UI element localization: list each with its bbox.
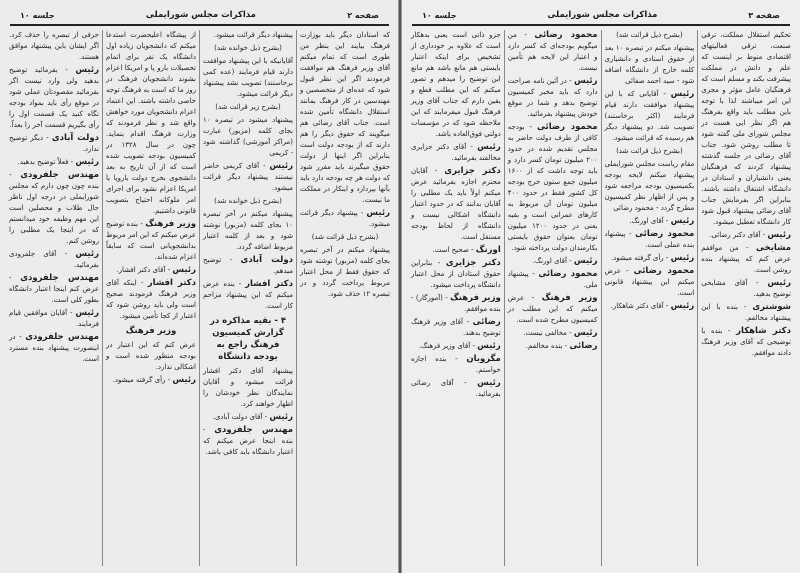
header-rule [412,24,790,26]
speech-text: حرفی از تبصره را حذف کرد. اگر ایشان باین پیشنهاد موافق هستند. [9,31,99,61]
speech-text: آقای مشایخی توضیح بدهید. [701,279,791,298]
paragraph: مهندس جلفرودی - عرض کنم اینجا اعتبار دانشگاه بطور کلی است. [9,273,99,304]
page-header [408,8,794,22]
speaker-name: مهندس جلفرودی [214,425,293,435]
paragraph: محمود رضائی - پیشنهاد بنده عملی است. [604,229,695,249]
speech-text: رأی گرفته میشود. [610,254,664,262]
speech-text: آقای جلفرودی بفرمائید. [9,250,99,269]
paragraph: وزیر فرهنگ - عرض میکنم که این مطلب در کمیسیون مطرح شده است. [507,293,598,324]
paragraph: دکتر جزایری - بنابراین حقوق استادان از محل اعتبار دانشگاه پرداخت میشود. [411,258,501,289]
paragraph: اورنگ - صحیح است. [432,245,501,255]
procedural-note: (بشرح ذیل قرائت شد) [311,233,379,241]
text-column [296,30,393,566]
speech-text: آقایانی که با این پیشنهاد موافقت دارند قیام فرمایند (اکثر برخاستند) تصویب شد. دو پیشنهاد دیگر هم رسیده که قرائت میشود. [604,90,695,142]
speaker-name: رئیس [477,341,501,351]
speech-text: پیشنهاد ملی. [507,270,598,289]
paragraph [605,43,695,87]
speaker-name: رضائی [569,341,598,351]
speech-text: پیشنهاد میکنم در تبصره ۱۰ بعد از حقوق استادی و دانشیاری کلمه خارج از دانشگاه اضافه شود - سید احمد صفائی [604,44,695,85]
speaker-name: رئیس [767,278,791,288]
speaker-name: رئیس [75,308,99,318]
speech-text: آقای دکتر شاهکار. [610,302,664,310]
text-column [504,30,601,566]
speech-text: آقایانیکه با این پیشنهاد موافقت دارند قیام فرمایند (عده کمی برخاستند) تصویب نشد پیشنهاد دیگر قرائت میشود. [203,57,293,98]
speech-text: اینکه آقای وزیر فرهنگ فرمودند صحیح است ولی باید روشن شود که اعتبار از کجا تأمین میشود. [106,279,196,320]
speaker-name: رئیس [269,161,293,171]
speaker-name: رئیس [172,375,196,385]
paragraph: مهندس جلفرودی - بنده اینجا عرض میکنم که اعتبار دانشگاه باید کافی باشد. [203,425,293,456]
speaker-name: رئیس [269,412,293,422]
header-rule [10,24,389,26]
speaker-name: مهندس جلفرودی [20,170,99,180]
columns [6,30,393,566]
speech-text: آقای دکتر جزایری مخالفند بفرمائید. [411,143,501,162]
speech-text: من موافقم عرض کنم که پیشنهاد بنده روشن است. [701,244,791,274]
speaker-name: رئیس [670,253,695,263]
speech-text: پیشنهاد میشود در تبصره ۱۰ بجای کلمه (مزبور) عبارت (مراکز آموزشی) گذاشته شود - کریمی [203,116,293,157]
paragraph: رئیس - آقای اورنگ. [532,256,598,266]
paragraph [203,102,293,113]
speaker-name: وزیر فرهنگ [450,293,501,303]
columns [408,30,794,566]
paragraph [106,340,196,373]
paragraph [203,315,293,363]
paragraph: محمود رضائی - پیشنهاد ملی. [507,269,598,289]
paragraph: رئیس - آقایانی که با این پیشنهاد موافقت دارند قیام فرمایند (اکثر برخاستند) تصویب شد. دو پیشنهاد دیگر هم رسیده که قرائت میشود. [604,89,695,142]
speech-text: پیشنهاد میکنم در آخر تبصره ۱۰ بجای کلمه (مزبور) نوشته شود و بعد از کلمه اعتبار مربوط اضافه گردد. [203,210,293,251]
speaker-name: رئیس [573,76,598,86]
paragraph: دولت آبادی - توضیح میدهم. [203,255,293,275]
paragraph: دکتر شاهکار - بنده با توضیحی که آقای وزیر فرهنگ دادند موافقم. [701,326,791,357]
speaker-name: وزیر فرهنگ [541,293,598,303]
speech-text: پیشنهاد آقای دکتر افشار قرائت میشود و آقایان نمایندگان نظر خودشان را اظهار خواهند کرد. [203,367,293,408]
speaker-name: شوشتری [752,302,791,312]
paragraph [106,30,196,217]
speech-text: پیشنهاد بنده عملی است. [604,230,695,249]
section-heading: ۴ - بقیه مذاکره در گزارش کمیسیون فرهنگ راجع به بودجه دانشگاه [209,316,287,362]
paragraph: رئیس - آقایان موافقین قیام فرمایند. [9,308,99,328]
speech-text: از پیشگاه اعلیحضرت استدعا میکنم که دانشجویان زیاده اول دانشگاه یک نفر برای اتمام تحصیلات بارو پا و امریکا اعزام بشوند دانشجویان فرهنگ در روز ما که است به فرهنگ توجه خاصی داشته باشند. این اعتماد اعزام دانشجویان مورد خواهش واقع شد و نظر فرمودند که وزارت فرهنگ اقدام بنماید. چون در سال ۱۳۲۸ در کمیسیون بودجه تصویب شده است که از آن تاریخ به بعد دانشجوی بخرج دولت باروپا یا امریکا اعزام نشود برای اجرای امر ملوکانه احتیاج بتصویب قانونی داشتیم. [106,31,196,215]
paragraph: رئیس - آقای جلفرودی بفرمائید. [9,249,99,269]
speaker-name: محمود رضائی [536,122,598,132]
paragraph: رضائی - بنده مخالفم. [525,341,598,351]
paragraph [203,196,293,207]
speech-text: آقای کریمی حاضر نیستند پیشنهاد دیگر قرائت میشود. [203,162,293,192]
paragraph [203,366,293,410]
paragraph: مشایخی - من موافقم عرض کنم که پیشنهاد بنده روشن است. [701,243,791,274]
paragraph: رئیس - پیشنهاد دیگر قرائت میشود. [300,208,390,228]
speech-text: آقای وزیر فرهنگ. [418,342,471,350]
text-column [601,30,698,566]
paragraph: دکتر افشار - بنده عرض میکنم که این پیشنهاد مزاحم کار است. [203,279,293,310]
speech-text: بنده چون چون دارم که مجلس شورایملی در درجه اول ناظر حال طلاب و محصلین است این مهم وظیفه خود میدانستم که در اینجا یک مطلبی را روشن کنم. [9,182,99,245]
session-number: جلسه ۱۰ [20,10,55,20]
speech-text: آقای دولت آبادی. [212,413,263,421]
speaker-name: رئیس [573,328,598,338]
paragraph [203,115,293,159]
speech-text: بنابراین حقوق استادان از محل اعتبار دانشگاه پرداخت میشود. [411,259,501,289]
speaker-name: مگروبان [466,354,501,364]
speaker-name: رئیس [75,249,99,259]
paragraph [9,30,99,63]
speech-text: پیشنهاد میکنم در آخر تبصره بجای کلمه (مزبور) نوشته شود که حقوق فقط از محل اعتبار مربوط پرداخت گردد و در تبصره ۱۲ حذف شود. [300,246,390,298]
speaker-name: دکتر جزایری [444,166,501,176]
page-right [400,0,800,573]
speaker-name: رئیس [75,65,99,75]
speech-text: توضیح میدهم. [203,256,293,275]
page-fold [398,0,402,573]
speaker-name: مشایخی [755,243,791,253]
speech-text: مخالفی نیست. [523,329,567,337]
paragraph [701,30,791,228]
paragraph [605,30,695,41]
speaker-name: محمود رضائی [635,229,695,239]
paragraph [203,209,293,253]
speaker-name: دکتر شاهکار [736,326,791,336]
paragraph [203,30,293,41]
paragraph [203,43,293,54]
speaker-name: رضائی [472,317,501,327]
speech-text: آقایان موافقین قیام فرمایند. [9,309,99,328]
paragraph: مهندس جلفرودی - بنده چون چون دارم که مجلس شورایملی در درجه اول ناظر حال طلاب و محصلین است این مهم وظیفه خود میدانستم که در اینجا یک مطلبی را روشن کنم. [9,170,99,245]
speaker-name: دکتر جزایری [445,258,501,268]
speech-text: آقای اورنگ. [532,257,567,265]
speech-text: عرض میکنم که این مطلب در کمیسیون مطرح شده است. [507,294,598,324]
procedural-note: (بشرح ذیل خوانده شد) [214,197,282,205]
speaker-name: رئیس [477,378,501,388]
speech-text: پیشنهاد دیگر قرائت میشود. [213,31,293,39]
text-column [6,30,102,566]
paragraph: رئیس - آقای دکتر رضائی. [709,230,791,240]
paragraph [300,232,390,243]
speech-text: آقایان محترم اجازه بفرمائید عرض میکنم اولاً باید یک مطلبی را آقایان بدانند که در حدود اعتبار دانشگاه اشکالی نیست و دانشگاه از لحاظ بودجه مستقل است. [411,167,501,241]
paragraph: وزیر فرهنگ - (آموزگار) - بنده موافقم. [411,293,501,313]
paragraph [106,325,196,337]
speech-text: من میگویم بودجه‌ای که کسر دارد و اعتبار این لایحه هم تأمین نیست. [507,31,598,72]
speaker-name: محمود رضائی [633,266,695,276]
procedural-note: (بشرح زیر قرائت شد) [215,103,281,111]
text-column [102,30,199,566]
speech-text: بنده با این پیشنهاد مخالفم. [701,303,791,322]
speaker-name: مهندس جلفرودی [20,273,99,283]
speaker-name: اورنگ [475,245,501,255]
speaker-name: رئیس [172,265,196,275]
speech-text: آقای اورنگ. [629,217,664,225]
procedural-note: (بشرح ذیل قرائت شد) [616,147,683,155]
speech-text: فعلاً توضیح بدهید. [17,158,69,166]
speaker-name: رئیس [366,208,390,218]
publication-title: مذاکرات مجلس شورایملی [547,10,658,20]
speech-text: در اینصورت پیشنهاد بنده مسترد است. [9,333,99,363]
speaker-name: وزیر فرهنگ [145,219,196,229]
procedural-note: (بشرح ذیل خوانده شد) [214,44,282,52]
text-column [408,30,504,566]
page-header [6,8,393,22]
paragraph: رئیس - بفرمائید توضیح بدهید ولی وارد نیست اگر بفرمائید مقصودتان عملی شود در موقع رأی باید بمواد بودجه نگاه کنید یک قسمت اول را رأی بگیریم قسمت آخر را بعداً. [9,65,99,129]
speech-text: آقای رضائی بفرمائید. [411,379,501,398]
speech-text: مقام ریاست مجلس شورایملی پیشنهاد میکنم لایحه بودجه بکمیسیون بودجه مراجعه شود و پس از اظهار نظر کمیسیون مطرح گردد - محمود رضائی [604,160,695,212]
paragraph [605,146,695,157]
paragraph: رئیس - آقای دولت آبادی. [212,412,293,422]
speech-text: رأی گرفته میشود. [112,376,166,384]
speech-text: جزو ذاتی است یعنی بدهکار است که علاوه بر خودداری از تشخیص برای اینکه اعتبار بایستی هم مانع باشد هم مانع این توضیح را میدهم و تصور میکنم که این مطلب قطع و یقین دارم که جناب آقای وزیر فرهنگ قبول میفرمایند که این ملاحظه شود که در مؤسسات دولتی فوق‌العاده باشد. [411,31,501,138]
section-heading: وزیر فرهنگ [125,326,177,336]
speech-text: بنده مخالفم. [525,342,563,350]
paragraph: مگروبان - بنده اجازه خواستم. [411,354,501,374]
paragraph: رئیس - آقای رضائی بفرمائید. [411,378,501,398]
paragraph: رئیس - آقای کریمی حاضر نیستند پیشنهاد دیگر قرائت میشود. [203,161,293,192]
paragraph: دکتر جزایری - آقایان محترم اجازه بفرمائید عرض میکنم اولاً باید یک مطلبی را آقایان بدانند که در حدود اعتبار دانشگاه اشکالی نیست و دانشگاه از لحاظ بودجه مستقل است. [411,166,501,241]
procedural-note: (بشرح ذیل قرائت شد) [616,31,683,39]
speech-text: آقای وزیر فرهنگ توضیح بدهند. [411,318,501,337]
text-column [199,30,296,566]
speech-text: پیشنهاد دیگر قرائت میشود. [300,209,390,228]
paragraph: رئیس - در آئین نامه صراحت دارد که باید مخبر کمیسیون توضیح بدهد و شما در موقع خودش پیشنهاد بفرمائید. [507,76,598,118]
paragraph: رئیس - آقای دکتر شاهکار. [610,301,695,311]
speech-text: بنده با توضیحی که آقای وزیر فرهنگ دادند موافقم. [701,327,791,357]
speaker-name: رئیس [670,301,695,311]
paragraph: محمود رضائی - من میگویم بودجه‌ای که کسر دارد و اعتبار این لایحه هم تأمین نیست. [507,30,598,72]
speech-text: آقای دکتر افشار. [116,266,166,274]
speech-text: عرض کنم که این اعتبار در بودجه منظور شده است و اشکالی ندارد. [106,341,196,371]
speaker-name: دولت آبادی [240,255,293,265]
speaker-name: محمود رضائی [534,30,598,40]
paragraph: رئیس - رأی گرفته میشود. [112,375,196,385]
speaker-name: رئیس [767,230,791,240]
speech-text: صحیح است. [432,246,469,254]
speaker-name: دکتر افشار [245,279,293,289]
paragraph [300,245,390,300]
paragraph: مهندس جلفرودی - در اینصورت پیشنهاد بنده مسترد است. [9,332,99,363]
speaker-name: رئیس [477,142,501,152]
speech-text: عرض کنم اینجا اعتبار دانشگاه بطور کلی است. [9,285,99,304]
paragraph [411,30,501,140]
speech-text: بفرمائید توضیح بدهید ولی وارد نیست اگر بفرمائید مقصودتان عملی شود در موقع رأی باید بمواد بودجه نگاه کنید یک قسمت اول را رأی بگیریم قسمت آخر را بعداً. [9,66,99,129]
speech-text: دیگر توضیح ندارد. [9,134,99,153]
speech-text: (آموزگار) - بنده موافقم. [411,294,501,313]
paragraph: رضائی - آقای وزیر فرهنگ توضیح بدهند. [411,317,501,337]
speech-text: بنده اینجا عرض میکنم که اعتبار دانشگاه باید کافی باشد. [203,437,293,456]
speaker-name: رئیس [573,256,598,266]
paragraph: محمود رضائی - عرض میکنم این پیشنهاد قانونی است. [604,266,695,297]
speech-text: در آئین نامه صراحت دارد که باید مخبر کمیسیون توضیح بدهد و شما در موقع خودش پیشنهاد بفرمائید. [507,77,598,118]
speaker-name: محمود رضائی [538,269,598,279]
speech-text: عرض میکنم این پیشنهاد قانونی است. [604,267,695,297]
paragraph: محمود رضائی - بودجه کافی از طرف دولت حاضر به مجلس تقدیم شده در حدود ۲۰۰ میلیون تومان کسر دارد و باید توجه داشت که از ۱۶۰۰ میلیون جمع ستون خرج بودجه کل کشور فقط در حدود ۴۰۰ میلیون تومان آن مربوط به کارهای عمرانی است و بقیه یعنی در حدود ۱۲۰۰ میلیون تومان بعنوان حقوق بایستی بکارمندان دولت پرداخته شود. [507,122,598,252]
paragraph [300,30,390,206]
session-number: جلسه ۱۰ [422,10,457,20]
speech-text: آقای دکتر رضائی. [709,231,761,239]
publication-title: مذاکرات مجلس شورایملی [145,10,256,20]
paragraph: شوشتری - بنده با این پیشنهاد مخالفم. [701,302,791,322]
page-number: صفحه ۲ [347,10,379,20]
paragraph: دولت آبادی - دیگر توضیح ندارد. [9,133,99,153]
speaker-name: رئیس [670,216,695,226]
speech-text: بنده توضیح عرض میکنم که این امر مربوط بدانشجویانی است که سابقاً اعزام شده‌اند. [106,220,196,261]
paragraph: رئیس - آقای دکتر افشار. [116,265,196,275]
paragraph: دکتر افشار - اینکه آقای وزیر فرهنگ فرمودند صحیح است ولی باید روشن شود که اعتبار از کجا تأمین میشود. [106,278,196,320]
speech-text: که استادان دیگر باید بوزارت فرهنگ بیایند این بنظر من طوری است که تمام میکنم آقای وزیر فرهنگ هم موافقت فرمودند اگر این نظر قبول شود که عده‌ای از متخصصین و مهندسین در کار فرهنگ بمانند استقلال دانشگاه تأمین شده است. جناب آقای رضائی هم میگویند که حقوق دیگر را هم دارند که از بودجه دولت است بنابراین اگر اینها از دولت حقوق میگیرند باید مقرر شود که دولت هر چه بودجه دارد باید بآنها بپردازد و اینکار در مملکت ما نیست. [300,31,390,204]
paragraph: رئیس - فعلاً توضیح بدهید. [17,157,99,167]
paragraph [203,56,293,100]
speech-text: تحکیم استقلال مملکت، ترقی صنعت، ترقی فعالیتهای اقتصادی منوط بر اینست که علم و دانش در مملکت پیشرفت بکند و مسلم است که فرهنگیان عامل مؤثر و مجری این امر میباشند لذا با توجه باین مطلب باید واقع بفرهنگ هم اگر نظر ایی هست در مجلس شورای ملی گفته شود تا مطلب روشن شود. جناب آقای رضائی در جلسه گذشته پیشنهاد کردند که فرهنگیان یعنی دانشیاران و استادان در دانشگاه اشتغال داشته باشند. بنابراین اگر بفرمایش جناب آقای رضائی پیشنهاد قبول شود کار دانشگاه تعطیل میشود. [701,31,791,226]
speech-text: بنده عرض میکنم که این پیشنهاد مزاحم کار است. [203,280,293,310]
speech-text: بودجه کافی از طرف دولت حاضر به مجلس تقدیم شده در حدود ۲۰۰ میلیون تومان کسر دارد و باید توجه داشت که از ۱۶۰۰ میلیون جمع ستون خرج بودجه کل کشور فقط در حدود ۴۰۰ میلیون تومان آن مربوط به کارهای عمرانی است و بقیه یعنی در حدود ۱۲۰۰ میلیون تومان بعنوان حقوق بایستی بکارمندان دولت پرداخته شود. [507,123,598,252]
paragraph: رئیس - آقای اورنگ. [629,216,695,226]
paragraph: رئیس - آقای وزیر فرهنگ. [418,341,501,351]
paragraph: وزیر فرهنگ - بنده توضیح عرض میکنم که این امر مربوط بدانشجویانی است که سابقاً اعزام شده‌اند. [106,219,196,261]
page-number: صفحه ۳ [748,10,780,20]
paragraph: رئیس - مخالفی نیست. [523,328,598,338]
paragraph: رئیس - آقای مشایخی توضیح بدهید. [701,278,791,298]
paragraph: رئیس - آقای دکتر جزایری مخالفند بفرمائید. [411,142,501,162]
speaker-name: رئیس [670,89,695,99]
speaker-name: مهندس جلفرودی [25,332,99,342]
text-column [697,30,794,566]
paragraph: رئیس - رأی گرفته میشود. [610,253,695,263]
speaker-name: دکتر افشار [147,278,196,288]
speaker-name: دولت آبادی [51,133,99,143]
paragraph [605,159,695,214]
speech-text: بنده اجازه خواستم. [411,355,501,374]
speaker-name: رئیس [75,157,99,167]
